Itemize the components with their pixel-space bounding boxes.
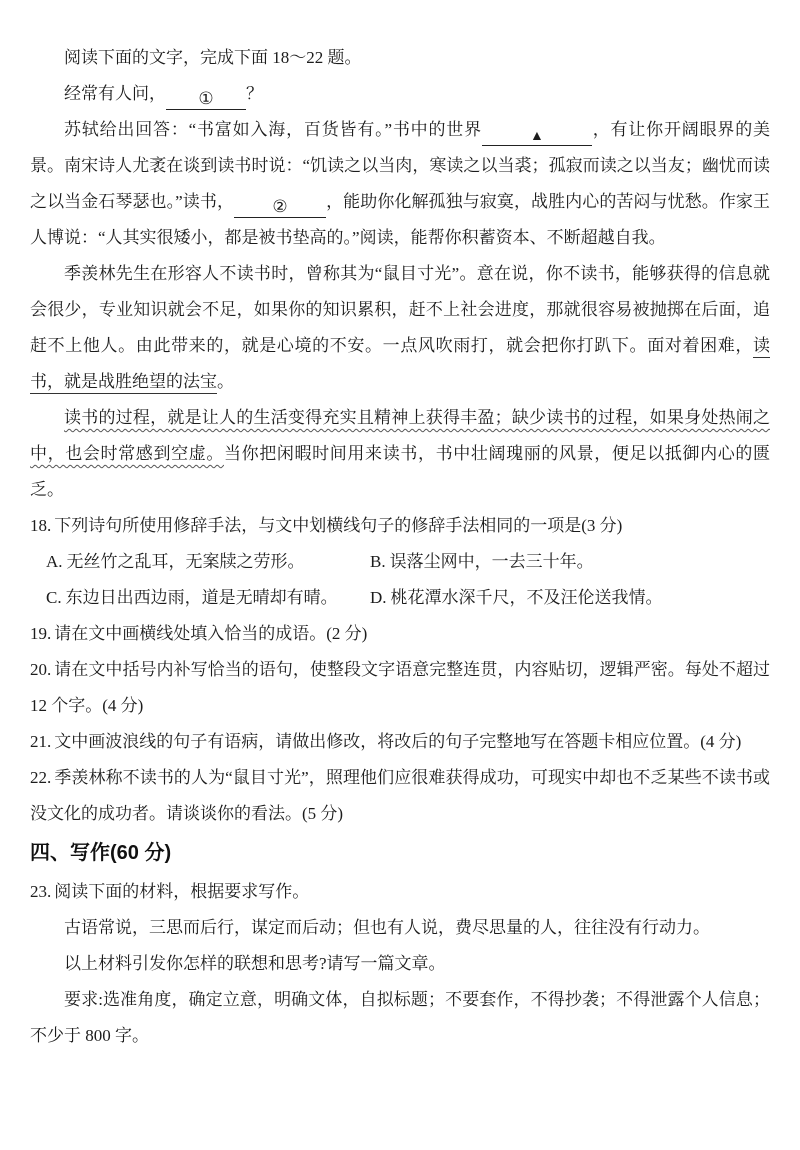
option-c [46,580,370,616]
option-label: D. [370,588,387,607]
option-text: 东边日出西边雨，道是无晴却有晴。 [65,588,338,607]
question-text: 文中画波浪线的句子有语病，请做出修改，将改后的句子完整地写在答题卡相应位置。(4 分) [54,732,742,751]
fill-in-blank-1 [166,86,246,110]
circled-number-2-marker: ② [272,197,288,216]
question-text: 请在文中画横线处填入恰当的成语。(2 分) [54,624,368,643]
option-text: 误落尘网中，一去三十年。 [389,552,594,571]
question-text: 阅读下面的材料，根据要求写作。 [54,882,310,901]
passage-paragraph-ji-xianlin [30,256,770,400]
text-segment: 苏轼给出回答：“书富如入海，百货皆有。”书中的世界 [64,120,482,139]
text-segment: 当你把闲暇时间用来读书，书中壮阔瑰丽的风景，便足以抵御内心的匮乏。 [30,444,771,499]
question-23 [30,874,770,910]
passage-paragraph-su-shi [30,112,770,256]
passage-paragraph-reading-process [30,400,770,508]
question-number: 20. [30,660,52,679]
question-number: 19. [30,624,52,643]
circled-number-1-marker: ① [198,89,214,108]
question-18 [30,508,770,544]
option-a [46,544,370,580]
question-19 [30,616,770,652]
option-label: C. [46,588,62,607]
question-text: 请在文中括号内补写恰当的语句，使整段文字语意完整连贯，内容贴切，逻辑严密。每处不超过 12 个字。(4 分) [30,660,770,715]
writing-requirements: 要求:选准角度，确定立意，明确文体，自拟标题；不要套作，不得抄袭；不得泄露个人信息；不少于 800 字。 [30,990,770,1045]
fill-in-blank-2 [234,194,326,218]
text-segment: 。 [217,372,234,391]
writing-prompt: 以上材料引发你怎样的联想和思考?请写一篇文章。 [64,954,446,973]
passage-instruction: 阅读下面的文字，完成下面 18～22 题。 [64,48,362,67]
option-label: A. [46,552,63,571]
fill-in-blank-triangle [482,122,592,146]
writing-material: 古语常说，三思而后行，谋定而后动；但也有人说，费尽思量的人，往往没有行动力。 [64,918,710,937]
solid-underlined-sentence: 读书，就是战胜绝望的法宝 [30,336,770,391]
question-21 [30,724,770,760]
question-18-options-row-1 [30,544,770,580]
text-segment: 经常有人问， [64,84,166,103]
option-b [370,544,770,580]
option-label: B. [370,552,386,571]
question-number: 23. [30,882,52,901]
triangle-marker: ▲ [529,129,544,144]
text-segment: ？ [246,84,263,103]
question-18-options-row-2 [30,580,770,616]
text-segment: 季羡林先生在形容人不读书时，曾称其为“鼠目寸光”。意在说，你不读书，能够获得的信息就会很少，专业知识就会不足，如果你的知识累积，赶不上社会进度，那就很容易被抛掷在后面，追赶不上他人。由此带来的，就是心境的不安。一点风吹雨打，就会把你打趴下。面对着困难， [30,264,770,355]
question-text: 季羡林称不读书的人为“鼠目寸光”，照理他们应很难获得成功，可现实中却也不乏某些不读书或没文化的成功者。请谈谈你的看法。(5 分) [30,768,770,823]
option-text: 桃花潭水深千尺，不及汪伦送我情。 [390,588,663,607]
section-heading-writing: 四、写作(60 分) [30,842,172,864]
passage-opening-question-line [30,76,770,112]
text-segment: ，能助你化解孤独与寂寞，战胜内心的苦闷与忧愁。作家王人博说：“人其实很矮小，都是被书垫高的。”阅读，能帮你积蓄资本、不断超越自我。 [30,192,770,247]
question-20 [30,652,770,724]
question-number: 21. [30,732,52,751]
question-22 [30,760,770,832]
question-number: 22. [30,768,52,787]
text-segment: ，有让你开阔眼界的美景。南宋诗人尤袤在谈到读书时说：“饥读之以当肉，寒读之以当裘；孤寂而读之以当友；幽忧而读之以当金石琴瑟也。”读书， [30,120,771,211]
wavy-underlined-sentence: 读书的过程，就是让人的生活变得充实且精神上获得丰盈；缺少读书的过程，如果身处热闹之中，也会时常感到空虚。 [30,408,770,463]
question-text: 下列诗句所使用修辞手法，与文中划横线句子的修辞手法相同的一项是(3 分) [54,516,623,535]
option-d [370,580,770,616]
option-text: 无丝竹之乱耳，无案牍之劳形。 [66,552,305,571]
question-number: 18. [30,516,52,535]
